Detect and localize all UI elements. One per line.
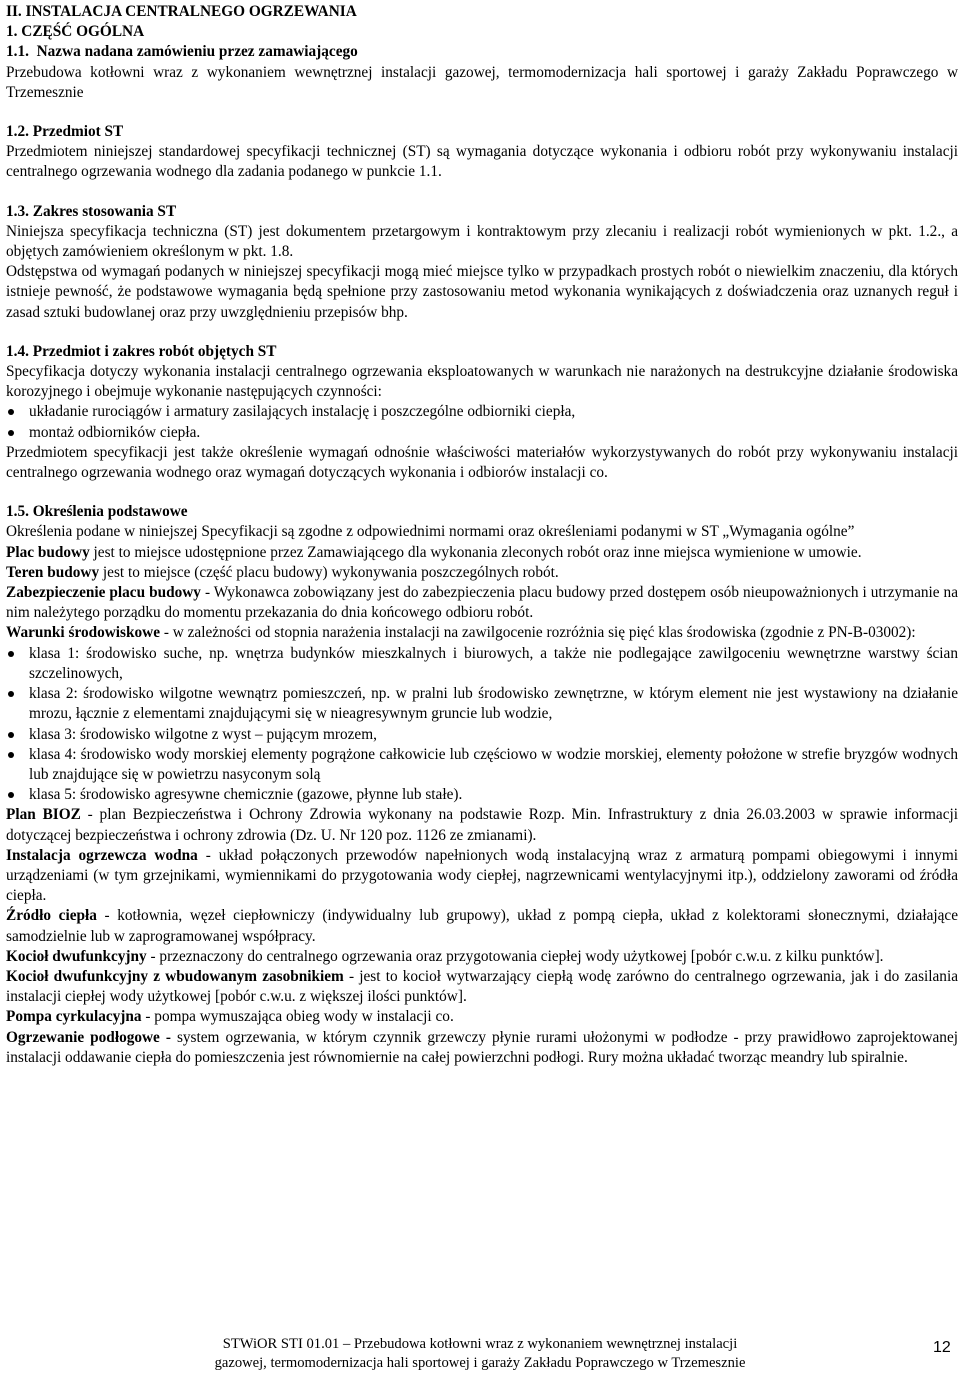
definition-term: Zabezpieczenie placu budowy: [6, 584, 201, 602]
footer-line-1: STWiOR STI 01.01 – Przebudowa kotłowni wraz z wykonaniem wewnętrznej instalacji: [222, 1336, 738, 1352]
definition-text: system ogrzewania, w którym czynnik grzewczy płynie rurami ułożonymi w podłodze - przy prawidłowo zaprojektowanej instalacji oddawanie ciepła do pomieszczenia jest równomiernie na całej powierzchni podłogi. Rury można układać tworząc meandry lub spiralnie.: [6, 1028, 958, 1066]
paragraph-1-1: Przebudowa kotłowni wraz z wykonaniem wewnętrznej instalacji gazowej, termomodernizacja hali sportowej i garaży Zakładu Poprawczego w Trzemesznie: [6, 63, 958, 101]
definition-text: - układ połączonych przewodów napełnionych wodą instalacyjną wraz z armaturą pompami obiegowymi i innymi urządzeniami (w tym grzejnikami, wymiennikami do przygotowania wody ciepłej, nagrzewnicami wentylacyjnymi itp.), oddzielony zaworami od źródła ciepła.: [6, 846, 958, 905]
definition-plan-bioz: [6, 805, 958, 845]
definition-term: Ogrzewanie podłogowe -: [6, 1028, 171, 1046]
definition-term: Plac budowy: [6, 543, 90, 561]
page-footer: [0, 1335, 960, 1373]
scope-bullet-list: [6, 402, 958, 442]
heading-1-3: 1.3. Zakres stosowania ST: [6, 202, 177, 220]
definition-warunki: [6, 623, 958, 643]
definition-text: - przeznaczony do centralnego ogrzewania oraz przygotowania ciepłej wody użytkowej [pobór c.w.u. z kilku punktów].: [146, 947, 884, 965]
definition-ogrzewanie-podlogowe: [6, 1028, 958, 1068]
list-item: klasa 4: środowisko wody morskiej elementy pogrążone całkowicie lub częściowo w wodzie morskiej, elementy położone w strefie bryzgów wodnych lub znajdujące się w powietrzu nasyconym solą: [6, 745, 958, 785]
definition-term: Źródło ciepła: [6, 907, 97, 925]
definition-term: Warunki środowiskowe: [6, 624, 160, 642]
heading-1-1: [6, 42, 958, 62]
definition-pompa-cyrkulacyjna: [6, 1007, 958, 1027]
footer-line-2: gazowej, termomodernizacja hali sportowej i garaży Zakładu Poprawczego w Trzemesznie: [214, 1355, 746, 1371]
definition-term: Kocioł dwufunkcyjny: [6, 947, 147, 965]
spacer: [6, 183, 958, 202]
paragraph-1-4-b: Przedmiotem specyfikacji jest także określenie wymagań odnośnie właściwości materiałów wykorzystywanych do robót przy wykonywaniu instalacji centralnego ogrzewania wodnego oraz wymagań dotyczących wykonania i odbiorów instalacji co.: [6, 443, 958, 482]
definition-text: - kotłownia, węzeł ciepłowniczy (indywidualny lub grupowy), układ z pompą ciepła, układ z kolektorami słonecznymi, działające samodzielnie lub w zaprogramowanej współpracy.: [6, 907, 958, 945]
spacer: [6, 483, 958, 502]
spacer: [6, 323, 958, 342]
spacer: [6, 103, 958, 122]
list-item: klasa 1: środowisko suche, np. wnętrza budynków mieszkalnych i biurowych, a także nie podlegające zawilgoceniu wewnętrzne warstwy ścian szczelinowych,: [6, 644, 958, 684]
definition-text: - jest to kocioł wytwarzający ciepłą wodę zarówno do centralnego ogrzewania, jak i do zasilania instalacji ciepłej wody użytkowej [pobór c.w.u. z większej ilości punktów].: [6, 967, 958, 1006]
page-number: 12: [933, 1339, 951, 1356]
definition-text: - plan Bezpieczeństwa i Ochrony Zdrowia wykonany na podstawie Rozp. Min. Infrastruktury z dnia 26.03.2003 w sprawie informacji dotyczącej bezpieczeństwa i ochrony zdrowia (Dz. U. Nr 120 poz. 1126 ze zmianami).: [6, 806, 958, 844]
heading-1-5: 1.5. Określenia podstawowe: [6, 503, 188, 521]
paragraph-1-3-b: Odstępstwa od wymagań podanych w niniejszej specyfikacji mogą mieć miejsce tylko w przypadkach prostych robót o niewielkim znaczeniu, dla których istnieje pewność, że podstawowe wymagania będą spełnione przy zastosowaniu metod wykonania wynikających z doświadczenia oraz uznanych reguł i zasad sztuki budowlanej oraz przy uwzględnieniu przepisów bhp.: [6, 263, 958, 321]
definition-text: jest to miejsce (część placu budowy) wykonywania poszczególnych robót.: [99, 563, 559, 581]
definition-term: Teren budowy: [6, 563, 100, 581]
definition-term: Plan BIOZ: [6, 806, 81, 824]
definition-text: - Wykonawca zobowiązany jest do zabezpieczenia placu budowy przed dostępem osób nieupoważnionych i utrzymanie na nim należytego porządku do momentu przekazania do dnia końcowego odbioru robót.: [6, 584, 958, 622]
paragraph-1-5-intro: Określenia podane w niniejszej Specyfikacji są zgodne z odpowiednimi normami oraz określeniami podanymi w ST „Wymagania ogólne”: [6, 523, 855, 541]
definition-text: - pompa wymuszająca obieg wody w instalacji co.: [141, 1008, 454, 1026]
definition-kociol-z-zasobnikiem: [6, 967, 958, 1007]
definition-term: Kocioł dwufunkcyjny z wbudowanym zasobnikiem: [6, 967, 344, 985]
list-item: klasa 2: środowisko wilgotne wewnątrz pomieszczeń, np. w pralni lub środowisko zewnętrzne, w którym element nie jest wystawiony na działanie mrozu, łącznie z elementami znajdującymi się w nieagresywnym gruncie lub wodzie,: [6, 684, 958, 724]
section-title: II. INSTALACJA CENTRALNEGO OGRZEWANIA: [6, 3, 357, 20]
heading-1-1-text: Nazwa nadana zamówieniu przez zamawiającego: [36, 43, 358, 61]
list-item: montaż odbiorników ciepła.: [6, 423, 958, 443]
heading-1-1-number: 1.1.: [6, 43, 29, 61]
heading-1-4: 1.4. Przedmiot i zakres robót objętych ST: [6, 342, 277, 360]
paragraph-1-2: Przedmiotem niniejszej standardowej specyfikacji technicznej (ST) są wymagania dotyczące wykonania i odbioru robót przy wykonywaniu instalacji centralnego ogrzewania wodnego dla zadania podanego w punkcie 1.1.: [6, 143, 958, 181]
definition-term: Pompa cyrkulacyjna: [6, 1008, 142, 1026]
list-item: klasa 3: środowisko wilgotne z wyst – pującym mrozem,: [6, 725, 958, 745]
heading-1-2: 1.2. Przedmiot ST: [6, 123, 124, 141]
definition-zrodlo-ciepla: [6, 906, 958, 946]
list-item: układanie rurociągów i armatury zasilających instalację i poszczególne odbiorniki ciepła,: [6, 402, 958, 422]
definition-kociol-dwufunkcyjny: [6, 947, 958, 967]
definition-term: Instalacja ogrzewcza wodna: [6, 846, 198, 864]
paragraph-1-3-a: Niniejsza specyfikacja techniczna (ST) jest dokumentem przetargowym i kontraktowym przy zlecaniu i realizacji robót wymienionych w pkt. 1.2., a objętych zamówieniem określonym w pkt. 1.8.: [6, 222, 958, 261]
definition-text: - w zależności od stopnia narażenia instalacji na zawilgocenie rozróżnia się pięć klas środowiska (zgodnie z PN-B-03002):: [160, 624, 916, 642]
definition-text: jest to miejsce udostępnione przez Zamawiającego dla wykonania zleconych robót oraz inne miejsca wymienione w umowie.: [89, 543, 862, 561]
subsection-title: 1. CZĘŚĆ OGÓLNA: [6, 23, 145, 41]
list-item: klasa 5: środowisko agresywne chemicznie (gazowe, płynne lub stałe).: [6, 785, 958, 805]
document-page: [6, 2, 958, 1068]
definition-teren-budowy: [6, 563, 958, 583]
environment-class-list: [6, 644, 958, 806]
paragraph-1-4-a: Specyfikacja dotyczy wykonania instalacji centralnego ogrzewania eksploatowanych w warunkach nie narażonych na destrukcyjne działanie środowiska korozyjnego i obejmuje wykonanie następujących czynności:: [6, 363, 958, 401]
definition-instalacja-ogrzewcza: [6, 846, 958, 907]
definition-plac-budowy: [6, 543, 958, 563]
definition-zabezpieczenie: [6, 583, 958, 623]
